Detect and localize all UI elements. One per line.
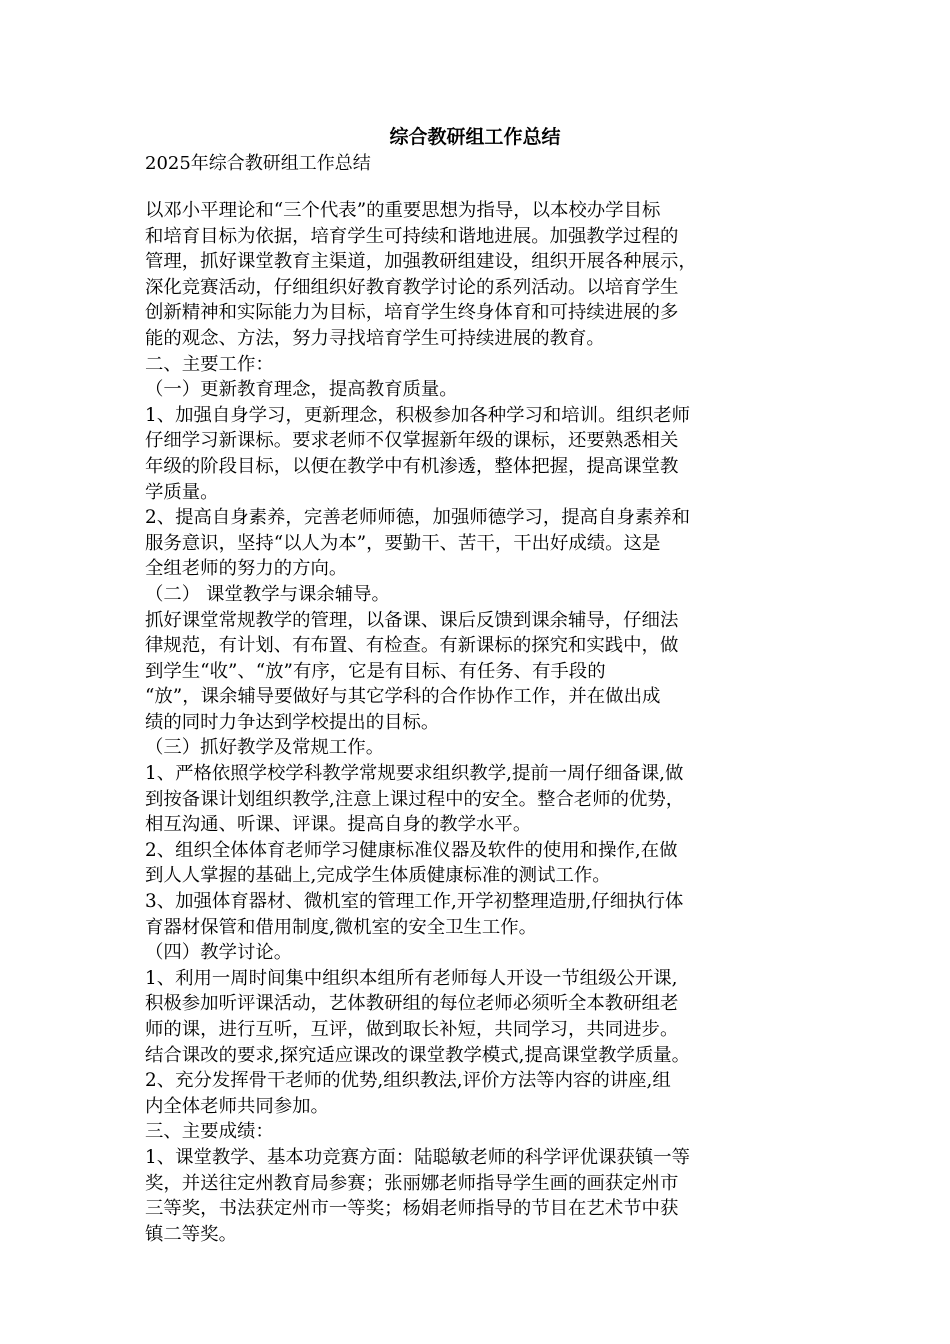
body-line: 2、提高自身素养，完善老师师德，加强师德学习，提高自身素养和 [145, 507, 691, 529]
body-line: 抓好课堂常规教学的管理，以备课、课后反馈到课余辅导，仔细法 [145, 609, 679, 631]
body-line: 1、严格依照学校学科教学常规要求组织教学,提前一周仔细备课,做 [145, 763, 684, 785]
body-line: 服务意识，坚持“以人为本”，要勤干、苦干，干出好成绩。这是 [145, 532, 661, 554]
body-line: （四）教学讨论。 [145, 942, 293, 964]
body-line: 结合课改的要求,探究适应课改的课堂教学模式,提高课堂教学质量。 [145, 1044, 691, 1066]
body-line: 1、课堂教学、基本功竞赛方面：陆聪敏老师的科学评优课获镇一等 [145, 1146, 691, 1168]
body-line: 以邓小平理论和“三个代表”的重要思想为指导，以本校办学目标 [145, 200, 661, 221]
body-line: 积极参加听评课活动，艺体教研组的每位老师必须听全本教研组老 [145, 993, 679, 1015]
document-title: 综合教研组工作总结 [389, 126, 561, 148]
body-line: 深化竞赛活动，仔细组织好教育教学讨论的系列活动。以培育学生 [145, 276, 679, 298]
body-line: 绩的同时力争达到学校提出的目标。 [145, 711, 440, 733]
body-line: 年级的阶段目标，以便在教学中有机渗透，整体把握，提高课堂教 [145, 455, 679, 477]
body-line: 1、加强自身学习，更新理念，积极参加各种学习和培训。组织老师 [145, 404, 691, 426]
body-line: 创新精神和实际能力为目标，培育学生终身体育和可持续进展的多 [145, 302, 679, 324]
body-line: 仔细学习新课标。要求老师不仅掌握新年级的课标，还要熟悉相关 [145, 430, 679, 452]
body-line: 2、充分发挥骨干老师的优势,组织教法,评价方法等内容的讲座,组 [145, 1070, 671, 1092]
body-line: 和培育目标为依据，培育学生可持续和谐地进展。加强教学过程的 [145, 225, 679, 247]
body-line: （一）更新教育理念，提高教育质量。 [145, 379, 458, 401]
body-line: “放”，课余辅导要做好与其它学科的合作协作工作，并在做出成 [145, 686, 661, 708]
body-line: 学质量。 [145, 481, 219, 503]
body-line: 相互沟通、听课、评课。提高自身的教学水平。 [145, 814, 532, 836]
body-line: 管理，抓好课堂教育主渠道，加强教研组建设，组织开展各种展示， [145, 251, 697, 273]
body-line: 三、主要成绩： [145, 1121, 274, 1143]
body-line: 3、加强体育器材、微机室的管理工作,开学初整理造册,仔细执行体 [145, 891, 684, 913]
document-subtitle: 2025年综合教研组工作总结 [145, 153, 371, 174]
body-line: 1、利用一周时间集中组织本组所有老师每人开设一节组级公开课, [145, 967, 678, 989]
body-line: 育器材保管和借用制度,微机室的安全卫生工作。 [145, 916, 538, 938]
body-line: 内全体老师共同参加。 [145, 1095, 329, 1117]
body-line: 能的观念、方法，努力寻找培育学生可持续进展的教育。 [145, 327, 605, 349]
body-line: 镇二等奖。 [145, 1223, 237, 1245]
body-line: （二） 课堂教学与课余辅导。 [145, 583, 390, 605]
document-body [145, 198, 817, 1247]
body-line: 2、组织全体体育老师学习健康标准仪器及软件的使用和操作,在做 [145, 839, 678, 861]
body-line: （三）抓好教学及常规工作。 [145, 737, 385, 759]
body-line: 师的课，进行互听，互评，做到取长补短，共同学习，共同进步。 [145, 1019, 679, 1040]
body-line: 到按备课计划组织教学,注意上课过程中的安全。整合老师的优势， [145, 788, 685, 810]
body-line: 二、主要工作： [145, 353, 274, 375]
body-line: 到人人掌握的基础上,完成学生体质健康标准的测试工作。 [145, 865, 611, 887]
body-line: 到学生“收”、“放”有序，它是有目标、有任务、有手段的 [145, 660, 606, 682]
body-line: 全组老师的努力的方向。 [145, 558, 348, 580]
body-line: 律规范，有计划、有布置、有检查。有新课标的探究和实践中，做 [145, 635, 679, 657]
body-line: 奖，并送往定州教育局参赛；张丽娜老师指导学生画的画获定州市 [145, 1172, 679, 1194]
body-line: 三等奖，书法获定州市一等奖；杨娟老师指导的节目在艺术节中获 [145, 1198, 679, 1220]
